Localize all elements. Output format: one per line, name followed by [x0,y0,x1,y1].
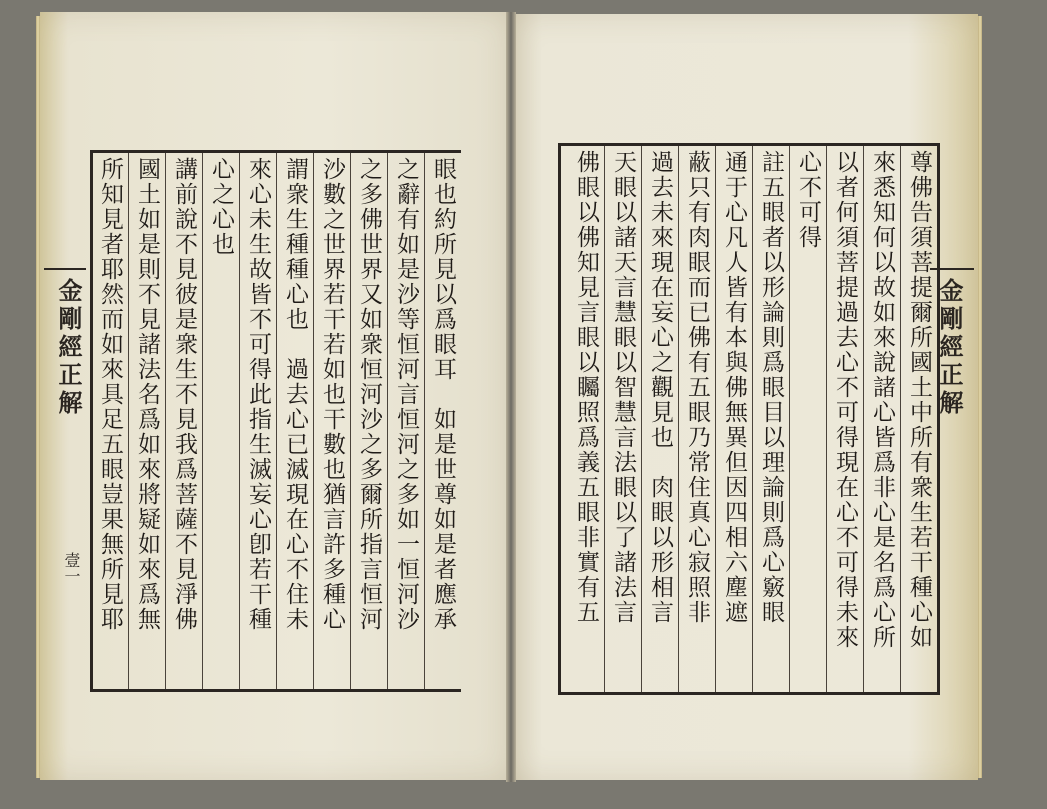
text-column: 之多佛世界又如衆恒河沙之多爾所指言恒河 [350,153,387,689]
folio-number: 壹一 [62,552,81,584]
right-columns [567,146,937,692]
text-column: 所知見者耶然而如來具足五眼豈果無所見耶 [97,157,123,632]
text-column: 謂衆生種種心也 過去心已滅現在心不住未 [276,153,313,689]
text-column: 過去未來現在妄心之觀見也 肉眼以形相言 [641,146,678,692]
text-column: 眼也約所見以爲眼耳 如是世尊如是者應承 [424,153,461,689]
text-column: 註五眼者以形論則爲眼目以理論則爲心竅眼 [752,146,789,692]
spine-title-left: 金剛經正解 [54,278,83,418]
right-text-frame [558,143,940,695]
text-column: 以者何須菩提過去心不可得現在心不可得未來 [826,146,863,692]
text-column: 蔽只有肉眼而已佛有五眼乃常住真心寂照非 [678,146,715,692]
text-column: 之辭有如是沙等恒河言恒河之多如一恒河沙 [387,153,424,689]
text-column: 心不可得 [789,146,826,692]
text-column: 佛眼以佛知見言眼以矚照爲義五眼非實有五 [573,150,599,625]
spine-title-right: 金剛經正解 [935,278,964,418]
text-column: 心之心也 [202,153,239,689]
text-column: 通于心凡人皆有本與佛無異但因四相六塵遮 [715,146,752,692]
left-text-frame [90,150,461,692]
left-columns [91,153,461,689]
text-column: 來悉知何以故如來說諸心皆爲非心是名爲心所 [863,146,900,692]
text-column: 沙數之世界若干若如也干數也猶言許多種心 [313,153,350,689]
text-column: 尊佛告須菩提爾所國土中所有衆生若干種心如 [900,146,937,692]
text-column: 天眼以諸天言慧眼以智慧言法眼以了諸法言 [604,146,641,692]
book-gutter [506,12,516,782]
text-column: 國土如是則不見諸法名爲如來將疑如來爲無 [128,153,165,689]
text-column: 來心未生故皆不可得此指生滅妄心卽若干種 [239,153,276,689]
fold-mark [44,268,86,270]
text-column: 講前說不見彼是衆生不見我爲菩薩不見淨佛 [165,153,202,689]
